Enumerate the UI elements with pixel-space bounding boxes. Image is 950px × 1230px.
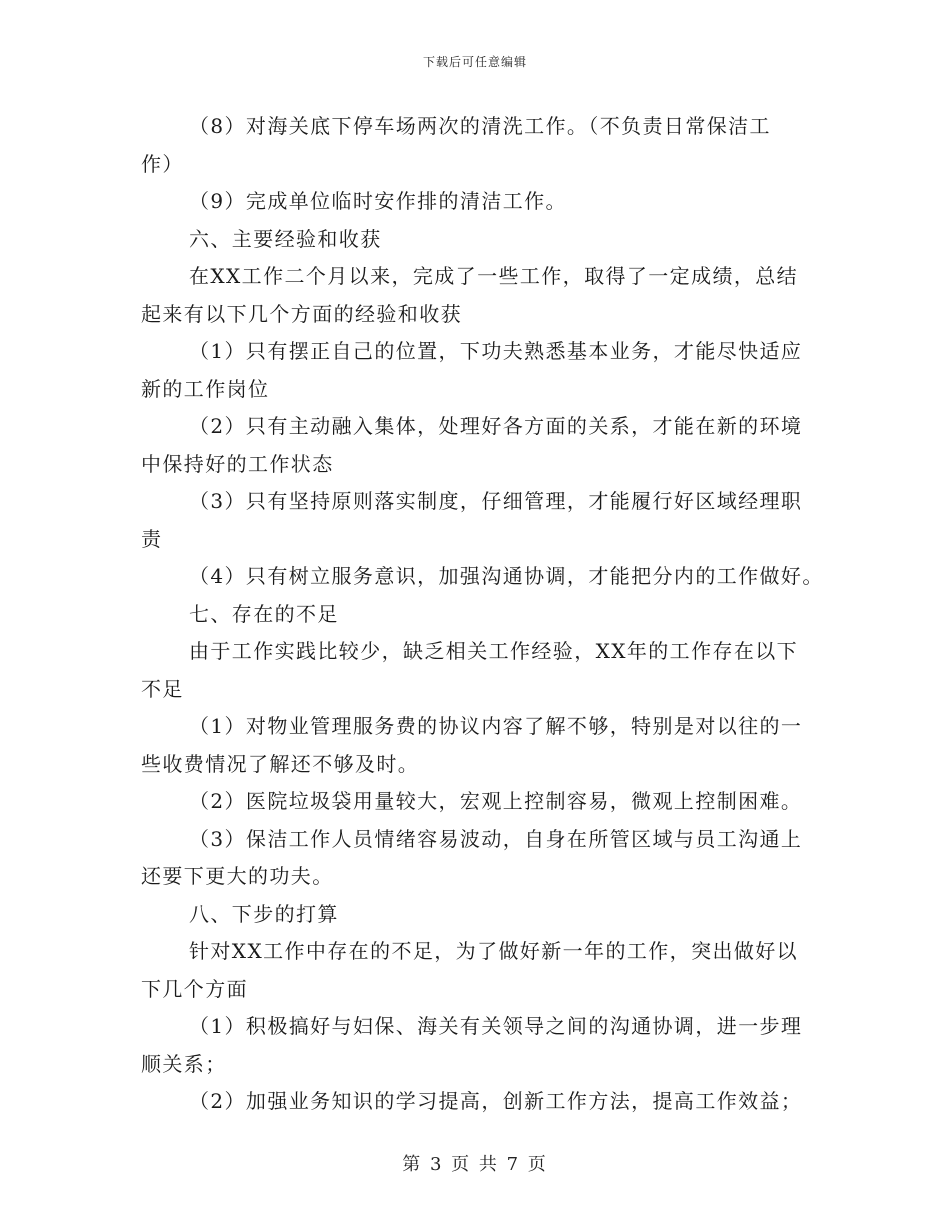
page-number: 第 3 页 共 7 页 — [402, 1154, 548, 1175]
text-line: 起来有以下几个方面的经验和收获 — [141, 301, 462, 326]
text-line: 由于工作实践比较少，缺乏相关工作经验，XX年的工作存在以下 — [189, 639, 799, 663]
text-line: 六、主要经验和收获 — [189, 226, 382, 251]
text-line: （2）医院垃圾袋用量较大，宏观上控制容易，微观上控制困难。 — [189, 789, 803, 813]
text-line: （4）只有树立服务意识，加强沟通协调，才能把分内的工作做好。 — [189, 564, 824, 588]
text-line: （2）只有主动融入集体，处理好各方面的关系，才能在新的环境 — [189, 414, 803, 438]
document-body — [141, 108, 824, 1121]
text-line: （1）对物业管理服务费的协议内容了解不够，特别是对以往的一 — [189, 714, 803, 738]
text-line: 中保持好的工作状态 — [141, 451, 334, 476]
text-line: （3）保洁工作人员情绪容易波动，自身在所管区域与员工沟通上 — [189, 826, 803, 851]
text-line: 七、存在的不足 — [189, 601, 339, 626]
text-line: 针对XX工作中存在的不足，为了做好新一年的工作，突出做好以 — [189, 939, 799, 963]
text-line: 作） — [141, 151, 184, 176]
text-line: 在XX工作二个月以来，完成了一些工作，取得了一定成绩，总结 — [189, 264, 799, 288]
text-line: 些收费情况了解还不够及时。 — [141, 751, 420, 776]
text-line: （1）只有摆正自己的位置，下功夫熟悉基本业务，才能尽快适应 — [189, 339, 803, 363]
text-line: （2）加强业务知识的学习提高，创新工作方法，提高工作效益； — [189, 1089, 803, 1113]
text-line: （9）完成单位临时安作排的清洁工作。 — [189, 189, 567, 213]
text-line: （3）只有坚持原则落实制度，仔细管理，才能履行好区域经理职 — [189, 489, 803, 513]
text-line: 八、下步的打算 — [189, 901, 339, 926]
text-line: 责 — [141, 526, 163, 551]
text-line: 下几个方面 — [141, 976, 248, 1001]
page-header: 下载后可任意编辑 — [422, 55, 527, 69]
text-line: （8）对海关底下停车场两次的清洗工作。（不负责日常保洁工 — [189, 114, 771, 138]
text-line: （1）积极搞好与妇保、海关有关领导之间的沟通协调，进一步理 — [189, 1014, 803, 1038]
text-line: 顺关系； — [141, 1051, 227, 1076]
text-line: 还要下更大的功夫。 — [141, 864, 334, 888]
text-line: 新的工作岗位 — [141, 376, 270, 401]
text-line: 不足 — [141, 676, 184, 701]
